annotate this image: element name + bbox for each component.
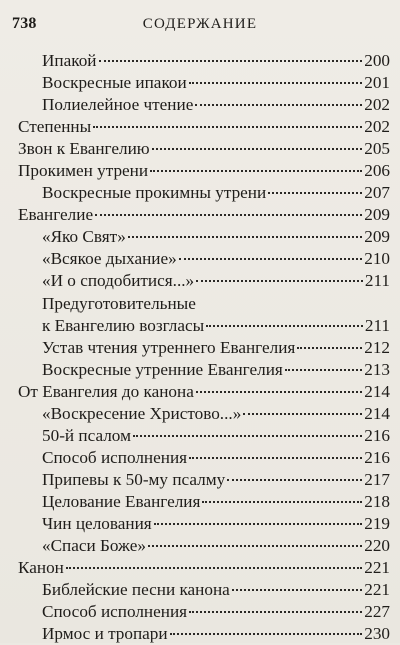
dot-leader (227, 478, 362, 481)
dot-leader (189, 81, 363, 84)
dot-leader (154, 522, 363, 525)
toc-entry-title: Ипакой (42, 51, 97, 70)
toc-entry (18, 513, 390, 535)
toc-entry-line (42, 469, 390, 491)
toc-entry-page-number: 230 (364, 624, 390, 644)
dot-leader (99, 59, 363, 62)
toc-entry-page-number: 206 (364, 161, 390, 181)
dot-leader (232, 588, 362, 591)
toc-entry-title-line: Предуготовительные (42, 293, 196, 313)
toc-entry-title: Евангелие (18, 205, 94, 225)
toc-entry-page-number: 200 (364, 51, 390, 70)
toc-entry-line (42, 72, 390, 94)
toc-entry-title: «Яко Свят» (42, 227, 126, 247)
toc-entry-page-number: 211 (364, 315, 390, 335)
toc-entry-title: Звон к Евангелию (18, 139, 150, 159)
toc-entry (18, 94, 390, 116)
toc-entry-title: «Всякое дыхание» (42, 249, 177, 269)
toc-entry (18, 623, 390, 645)
dot-leader (152, 147, 363, 150)
dot-leader (150, 169, 362, 172)
toc-entry-title: Способ исполнения (42, 602, 188, 622)
toc-entry (18, 160, 390, 182)
toc-entry-page-number: 202 (364, 117, 390, 137)
toc-entry-page-number: 216 (364, 447, 390, 467)
toc-entry-page-number: 221 (364, 557, 390, 577)
toc-entry (18, 293, 390, 337)
toc-entry (18, 491, 390, 513)
toc-entry-title: «Воскресение Христово...» (42, 403, 242, 423)
toc-entry-title: Воскресные утренние Евангелия (42, 359, 283, 379)
toc-entry-title: Канон (18, 557, 64, 577)
dot-leader (297, 346, 362, 349)
toc-entry-page-number: 227 (364, 602, 390, 622)
toc-entry (18, 182, 390, 204)
toc-entry-line (42, 513, 390, 535)
toc-entry (18, 403, 390, 425)
toc-entry (18, 116, 390, 138)
dot-leader (148, 544, 362, 547)
toc-entry (18, 359, 390, 381)
toc-entry (18, 469, 390, 491)
dot-leader (196, 279, 363, 282)
toc-entry (18, 535, 390, 557)
toc-entry (18, 248, 390, 270)
dot-leader (179, 257, 363, 260)
dot-leader (128, 235, 362, 238)
toc-entry-page-number: 216 (364, 425, 390, 445)
toc-entry-page-number: 207 (364, 183, 390, 203)
toc-entry-title: Целование Евангелия (42, 491, 201, 511)
toc-entry-title: Полиелейное чтение (42, 95, 194, 115)
toc-entry-line (42, 579, 390, 601)
toc-entry (18, 138, 390, 160)
toc-entry-line (42, 425, 390, 447)
page-number: 738 (12, 15, 37, 32)
dot-leader (95, 213, 362, 216)
dot-leader (133, 434, 362, 437)
toc-entry-line (42, 182, 390, 204)
toc-entry-line (42, 359, 390, 381)
toc-entry-title: Библейские песни канона (42, 580, 230, 600)
toc-entry-page-number: 209 (364, 205, 390, 225)
toc-entry-title: Ирмос и тропари (42, 624, 168, 644)
toc-entry (18, 72, 390, 94)
toc-entry-page-number: 212 (364, 337, 390, 357)
toc-entry (18, 337, 390, 359)
toc-entry-page-number: 214 (364, 403, 390, 423)
dot-leader (202, 500, 362, 503)
toc-entry-page-number: 218 (364, 491, 390, 511)
dot-leader (243, 412, 362, 415)
toc-entry (18, 447, 390, 469)
toc-entry (18, 601, 390, 623)
toc-entry (18, 226, 390, 248)
dot-leader (206, 324, 363, 327)
toc-entry-page-number: 202 (364, 95, 390, 115)
toc-entry-page-number: 213 (364, 359, 390, 379)
toc-entry-title: Воскресные прокимны утрени (42, 183, 267, 203)
toc-entry-line (18, 204, 390, 226)
toc-entry-page-number: 214 (364, 381, 390, 401)
toc-entry-title: Припевы к 50-му псалму (42, 469, 226, 489)
toc-entry-page-number: 201 (364, 73, 390, 93)
dot-leader (189, 610, 362, 613)
dot-leader (196, 390, 362, 393)
page-header (12, 15, 388, 37)
toc-entry (18, 579, 390, 601)
toc-entry-title: Способ исполнения (42, 447, 188, 467)
toc-entry-title: 50-й псалом (42, 425, 131, 445)
dot-leader (195, 103, 362, 106)
toc-entry (18, 50, 390, 72)
toc-entry-title: Устав чтения утреннего Евангелия (42, 337, 296, 357)
toc-entry-title: Степенны (18, 117, 92, 137)
toc-entry-page-number: 211 (364, 271, 390, 291)
toc-entry-line (42, 315, 390, 337)
toc-entry-page-number: 221 (364, 580, 390, 600)
toc-entry-title: «Спаси Боже» (42, 535, 146, 555)
running-title: СОДЕРЖАНИЕ (142, 16, 258, 32)
toc-entry (18, 270, 390, 292)
dot-leader (189, 456, 362, 459)
dot-leader (268, 191, 362, 194)
dot-leader (66, 566, 362, 569)
toc-entry (18, 204, 390, 226)
toc-entry-line (18, 557, 390, 579)
toc-entry-title: Прокимен утрени (18, 161, 149, 181)
toc-entry-line (42, 337, 390, 359)
toc-entry-page-number: 210 (364, 249, 390, 269)
toc-entry-page-number: 209 (364, 227, 390, 247)
toc-entry-line (18, 160, 390, 182)
toc-entry-line (42, 623, 390, 645)
toc-entry (18, 425, 390, 447)
toc-entry-line (42, 447, 390, 469)
toc-entry-line (42, 226, 390, 248)
toc-entry-page-number: 219 (364, 513, 390, 533)
toc-entry (18, 557, 390, 579)
toc-entry-line (42, 403, 390, 425)
toc-entry-title: «И о сподобитися...» (42, 271, 195, 291)
toc-entry (18, 381, 390, 403)
toc-entry-title: Воскресные ипакои (42, 73, 187, 93)
toc-entry-line (42, 491, 390, 513)
dot-leader (93, 125, 362, 128)
table-of-contents (18, 50, 390, 645)
toc-entry-line (42, 50, 390, 72)
toc-entry-page-number: 217 (364, 469, 390, 489)
toc-entry-line (42, 94, 390, 116)
toc-entry-page-number: 220 (364, 535, 390, 555)
toc-entry-line (18, 381, 390, 403)
toc-entry-line (18, 138, 390, 160)
dot-leader (170, 632, 363, 635)
toc-entry-title: Чин целования (42, 513, 152, 533)
toc-entry-line (42, 270, 390, 292)
toc-entry-line (42, 601, 390, 623)
toc-entry-title: От Евангелия до канона (18, 381, 194, 401)
toc-entry-page-number: 205 (364, 139, 390, 159)
toc-entry-line (42, 535, 390, 557)
toc-entry-title: к Евангелию возгласы (42, 315, 205, 335)
toc-entry-line (18, 116, 390, 138)
dot-leader (285, 368, 362, 371)
toc-entry-line (42, 248, 390, 270)
